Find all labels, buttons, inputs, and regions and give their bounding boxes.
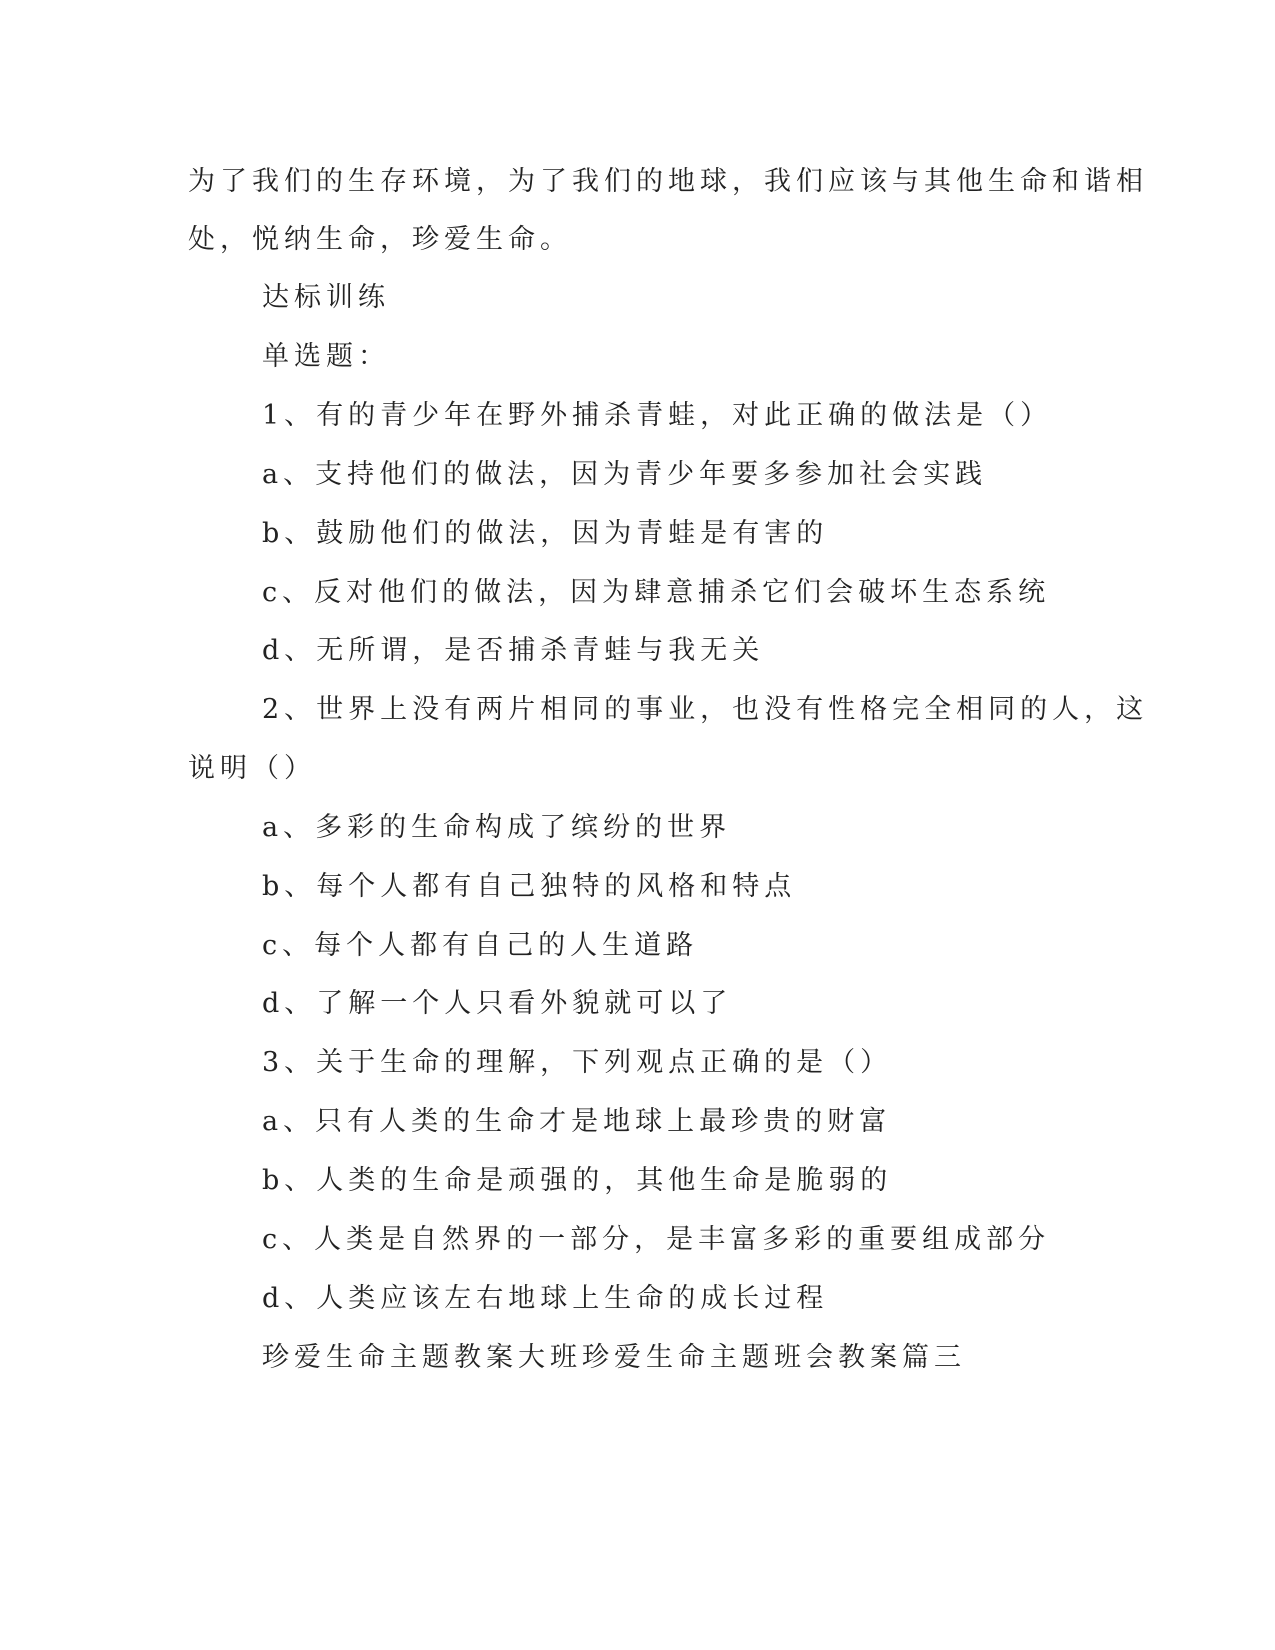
question-1-option-c: c、反对他们的做法，因为肆意捕杀它们会破坏生态系统 <box>262 577 1051 608</box>
question-1-option-a: a、支持他们的做法，因为青少年要多参加社会实践 <box>262 459 988 490</box>
question-1-option-b: b、鼓励他们的做法，因为青蛙是有害的 <box>262 518 829 549</box>
question-2-option-b: b、每个人都有自己独特的风格和特点 <box>262 871 797 902</box>
question-2-stem-continued: 说明（） <box>188 753 316 784</box>
intro-line-2: 处，悦纳生命，珍爱生命。 <box>188 224 572 255</box>
section-title: 达标训练 <box>262 282 390 313</box>
question-2-option-d: d、了解一个人只看外貌就可以了 <box>262 988 733 1019</box>
question-2-option-c: c、每个人都有自己的人生道路 <box>262 930 699 961</box>
question-2-option-a: a、多彩的生命构成了缤纷的世界 <box>262 812 732 843</box>
question-3-stem: 3、关于生命的理解，下列观点正确的是（） <box>262 1047 893 1078</box>
intro-line-1: 为了我们的生存环境，为了我们的地球，我们应该与其他生命和谐相 <box>188 166 1148 197</box>
question-3-option-a: a、只有人类的生命才是地球上最珍贵的财富 <box>262 1106 892 1137</box>
question-3-option-b: b、人类的生命是顽强的，其他生命是脆弱的 <box>262 1165 893 1196</box>
subsection-title: 单选题： <box>262 341 390 372</box>
question-2-stem: 2、世界上没有两片相同的事业，也没有性格完全相同的人，这 <box>262 694 1149 725</box>
question-3-option-c: c、人类是自然界的一部分，是丰富多彩的重要组成部分 <box>262 1224 1051 1255</box>
question-1-option-d: d、无所谓，是否捕杀青蛙与我无关 <box>262 635 765 666</box>
next-section-heading: 珍爱生命主题教案大班珍爱生命主题班会教案篇三 <box>262 1342 966 1373</box>
question-1-stem: 1、有的青少年在野外捕杀青蛙，对此正确的做法是（） <box>262 400 1053 431</box>
question-3-option-d: d、人类应该左右地球上生命的成长过程 <box>262 1283 829 1314</box>
